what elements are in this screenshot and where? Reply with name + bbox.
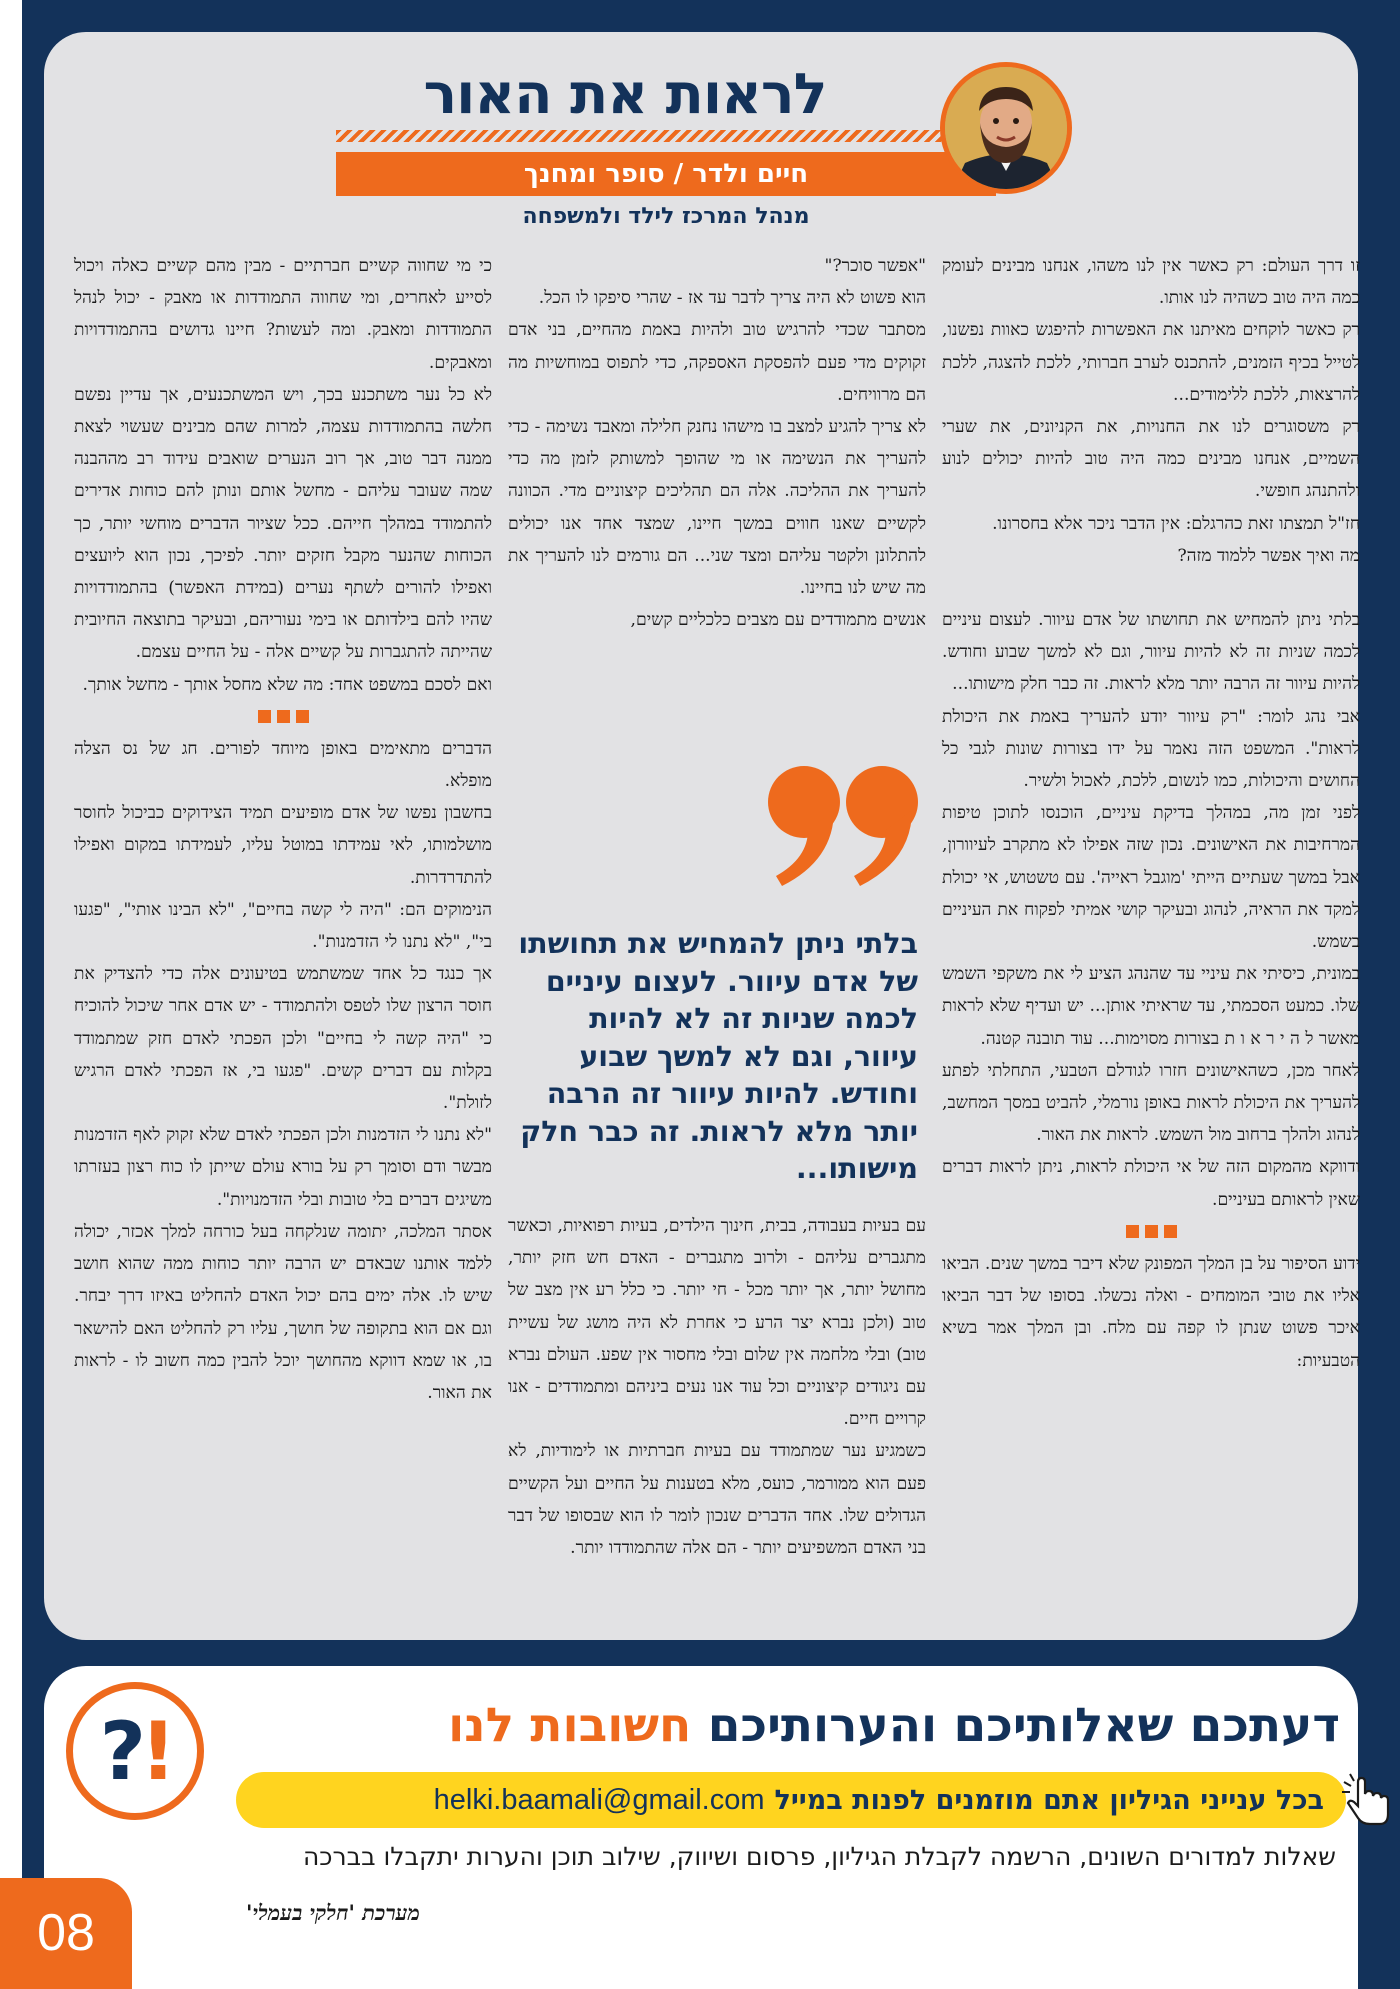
paragraph: כי מי שחווה קשיים חברתיים - מבין מהם קשיים כאלה ויכול לסייע לאחרים, ומי שחווה התמודדות או מאבק - יכול לנהל התמודדות ומאבק. ומה לעשות? חיינו גדושים בהתמודדויות ומאבקים. [74, 256, 492, 373]
paragraph: במונית, כיסיתי את עיניי עד שהנהג הציע לי את משקפי השמש שלו. כמעט הסכמתי, עד שראיתי אותן... יש ועדיף שלא לראות מאשר ל ה י ר א ו ת בצורות מסוימות... עוד תובנה קטנה. [942, 964, 1360, 1049]
paragraph: כשמגיע נער שמתמודד עם בעיות חברתיות או לימודיות, לא פעם הוא ממורמר, כועס, מלא בטענות על החיים ועל הקשיים הגדולים שלו. אחד הדברים שנכון לומר לו הוא שבסופו של דבר בני האדם המשפיעים יותר - הם אלה שהתמודדו יותר. [508, 1441, 926, 1559]
author-portrait-icon [945, 67, 1067, 189]
paragraph: ואם לסכם במשפט אחד: מה שלא מחסל אותך - מחשל אותך. [82, 674, 492, 695]
quote-mark-icon [762, 760, 922, 890]
paragraph: לאחר מכן, כשהאישונים חזרו לגודלם הטבעי, התחלתי לפתע להעריך את היכולת לראות באופן נורמלי, להביט במסך המחשב, לנהוג ולהלך ברחוב מול השמש. לראות את האור. [942, 1060, 1360, 1146]
paragraph: "לא נתנו לי הזדמנות ולכן הפכתי לאדם שלא זקוק לאף הזדמנות מבשר ודם וסומך רק על בורא עולם שייתן לו כוח רצון בעזרתו משיגים דברים בלי טובות ובלי הזדמנויות". [74, 1125, 492, 1210]
paragraph: מסתבר שכדי להרגיש טוב ולהיות באמת מהחיים, בני אדם זקוקים מדי פעם להפסקת האספקה, כדי לתפוס במוחשיות מה הם מרוויחים. [508, 320, 926, 405]
paragraph: רק משסוגרים לנו את החנויות, את הקניונים, את שערי השמיים, אנחנו מבינים כמה היה טוב להיות יכולים לנוע ולהתנהג חופשי. [942, 417, 1360, 502]
article-column-left [74, 250, 492, 1409]
paragraph: הנימוקים הם: "היה לי קשה בחיים", "לא הבינו אותי", "פגעו בי", "לא נתנו לי הזדמנות". [74, 899, 492, 953]
article-column-right [942, 250, 1360, 1377]
email-invite-text: בכל ענייני הגיליון אתם מוזמנים לפנות במייל [774, 1784, 1324, 1816]
question-exclamation-icon: ! ? [66, 1682, 204, 1820]
paragraph: בחשבון נפשו של אדם מופיעים תמיד הצידוקים כביכול לחוסר מושלמותו, לאי עמידתו במוטל עליו, לעמידתו במקום ואפילו להתדרדרות. [74, 803, 492, 888]
separator-dots [74, 701, 492, 733]
feedback-headline-accent: חשובות לנו [448, 1698, 692, 1753]
paragraph: חז"ל תמצתו זאת כהרגלם: אין הדבר ניכר אלא בחסרונו. [992, 513, 1360, 534]
paragraph: רק כאשר לוקחים מאיתנו את האפשרות להיפגש כאוות נפשנו, לטייל בכיף הזמנים, להתכנס לערב חברותי, ללכת להצגה, ללכת להרצאות, ללכת ללימודים... [942, 320, 1360, 405]
page-number: 08 [0, 1878, 132, 1989]
paragraph: לפני זמן מה, במהלך בדיקת עיניים, הוכנסו לתוכן טיפות המרחיבות את האישונים. נכון שזה אפילו לא מתקרב לעיוורון, אבל במשך שעתיים הייתי 'מוגבל ראייה'. עם טשטוש, אי יכולת למקד את הראיה, לנהוג ובעיקר קושי אמיתי לפקוח את העיניים בשמש. [942, 803, 1360, 953]
paragraph: אנשים מתמודדים עם מצבים כלכליים קשים, [630, 610, 926, 631]
paragraph: זו דרך העולם: רק כאשר אין לנו משהו, אנחנו מבינים לעומק כמה היה טוב כשהיה לנו אותו. [942, 256, 1360, 309]
paragraph: עם בעיות בעבודה, בבית, חינוך הילדים, בעיות רפואיות, וכאשר מתגברים עליהם - ולרוב מתגברים - האדם חש חזק יותר, מחושל יותר, אך יותר מכל - חי יותר. כי כלל רע אין מצב של טוב (ולכן נברא יצר הרע כי אחרת לא היה מושג של עשיית טוב) ובלי מלחמה אין שלום ובלי מחסור אין שפע. העולם נברא עם ניגודים קיצוניים וכל עוד אנו נעים ביניהם ומתמודדים - אנו קרויים חיים. [508, 1216, 926, 1430]
article-column-middle-bottom [508, 1210, 926, 1564]
editorial-credit: מערכת 'חלקי בעמלי' [246, 1900, 420, 1925]
paragraph: "אפשר סוכר?" [824, 256, 926, 276]
author-role: מנהל המרכז לילד ולמשפחה [522, 204, 810, 229]
author-portrait [940, 62, 1072, 194]
paragraph: לא צריך להגיע למצב בו מישהו נחנק חלילה ומאבד נשימה - כדי להעריך את הנשימה או מי שהופך למשותק לזמן מה כדי להעריך את ההליכה. אלה הם תהליכים קיצוניים מדי. הכוונה לקשיים שאנו חווים במשך חיינו, שמצד אחד אנו יכולים להתלונן ולקטר עליהם ומצד שני... הם גורמים לנו להעריך את מה שיש לנו בחיינו. [508, 417, 926, 599]
feedback-headline-main: דעתכם שאלותיכם והערותיכם [707, 1698, 1340, 1753]
title-stripe [336, 130, 956, 142]
paragraph: לא כל נער משתכנע בכך, ויש המשתכנעים, אך עדיין נפשם חלשה בהתמודדות עצמה, למרות שהם מבינים שעשוי לצאת ממנה דבר טוב, אך רוב הנערים שואבים עידוד רב מההבנה שמה שעובר עליהם - מחשל אותם ונותן להם כוחות אדירים להתמודד במהלך חייהם. ככל שציור הדברים מוחשי יותר, כך הכוחות שהנער מקבל חזקים יותר. לפיכך, נכון הוא ליועצים ואפילו להורים לשתף נערים (במידת האפשר) בהתמודדויות שהיו להם בילדותם או בימי נעוריהם, ובעיקר בתוצאה החיובית שהייתה להתגברות על קשיים אלה - על החיים עצמם. [74, 384, 492, 663]
paragraph: אסתר המלכה, יתומה שנלקחה בעל כורחה למלך אכזר, יכולה ללמד אותנו שבאדם יש הרבה יותר כוחות ממה שהוא חושב שיש לו. אלה ימים בהם יכול האדם להחליט באיזו דרך יבחר. וגם אם הוא בתקופה של חושך, עליו רק להחליט האם להישאר בו, או שמא דווקא מהחושך יוכל להבין כמה חשוב לו - לראות את האור. [74, 1221, 492, 1403]
paragraph: ודווקא מהמקום הזה של אי היכולת לראות, ניתן לראות דברים שאין לראותם בעיניים. [942, 1157, 1360, 1210]
paragraph: אך כנגד כל אחד שמשתמש בטיעונים אלה כדי להצדיק את חוסר הרצון שלו לטפס ולהתמודד - יש אדם אחר שיכול להוכיח כי "היה קשה לי בחיים" ולכן הפכתי לאדם חזק שמתמודד בקלות עם דברים קשים. "פגעו בי, אז הפכתי לאדם הרגיש לזולת". [74, 964, 492, 1114]
paragraph: הוא פשוט לא היה צריך לדבר עד אז - שהרי סיפקו לו הכל. [538, 288, 926, 309]
paragraph: מה ואיך אפשר ללמוד מזה? [1177, 545, 1360, 566]
author-byline: חיים ולדר / סופר ומחנך [336, 152, 996, 196]
pull-quote: בלתי ניתן להמחיש את תחושתו של אדם עיוור. לעצום עיניים לכמה שניות זה לא להיות עיוור, וגם לא למשך שבוע וחודש. להיות עיוור זה הרבה יותר מלא לראות. זה כבר חלק מישותו... [518, 927, 918, 1185]
email-link[interactable]: helki.baamali@gmail.com [433, 1783, 765, 1816]
email-contact-bar[interactable] [236, 1772, 1346, 1828]
paragraph: אבי נהג לומר: "רק עיוור יודע להעריך באמת את היכולת לראות". המשפט הזה נאמר על ידו בצורות שונות לגבי כל החושים והיכולות, כמו לנשום, ללכת, לאכול ולשיר. [942, 706, 1360, 792]
pointing-hand-icon [1340, 1772, 1396, 1828]
article-column-middle [508, 250, 926, 636]
paragraph: ידוע הסיפור על בן המלך המפונק שלא דיבר במשך שנים. הביאו אליו את טובי המומחים - ואלה נכשלו. בסופו של דבר הביאו איכר פשוט שנתן לו קפה עם מלח. ובן המלך אמר בשיא הטבעיות: [942, 1253, 1360, 1371]
article-title: לראות את האור [423, 62, 827, 127]
separator-dots [942, 1216, 1360, 1248]
paragraph: בלתי ניתן להמחיש את תחושתו של אדם עיוור. לעצום עיניים לכמה שניות זה לא להיות עיוור, וגם לא למשך שבוע וחודש. להיות עיוור זה הרבה יותר מלא לראות. זה כבר חלק מישותו... [942, 610, 1360, 695]
paragraph: הדברים מתאימים באופן מיוחד לפורים. חג של נס הצלה מופלא. [74, 738, 492, 792]
feedback-subline: שאלות למדורים השונים, הרשמה לקבלת הגיליון, פרסום ושיווק, שילוב תוכן והערות יתקבלו בברכה [302, 1842, 1336, 1871]
feedback-headline [260, 1690, 1340, 1762]
